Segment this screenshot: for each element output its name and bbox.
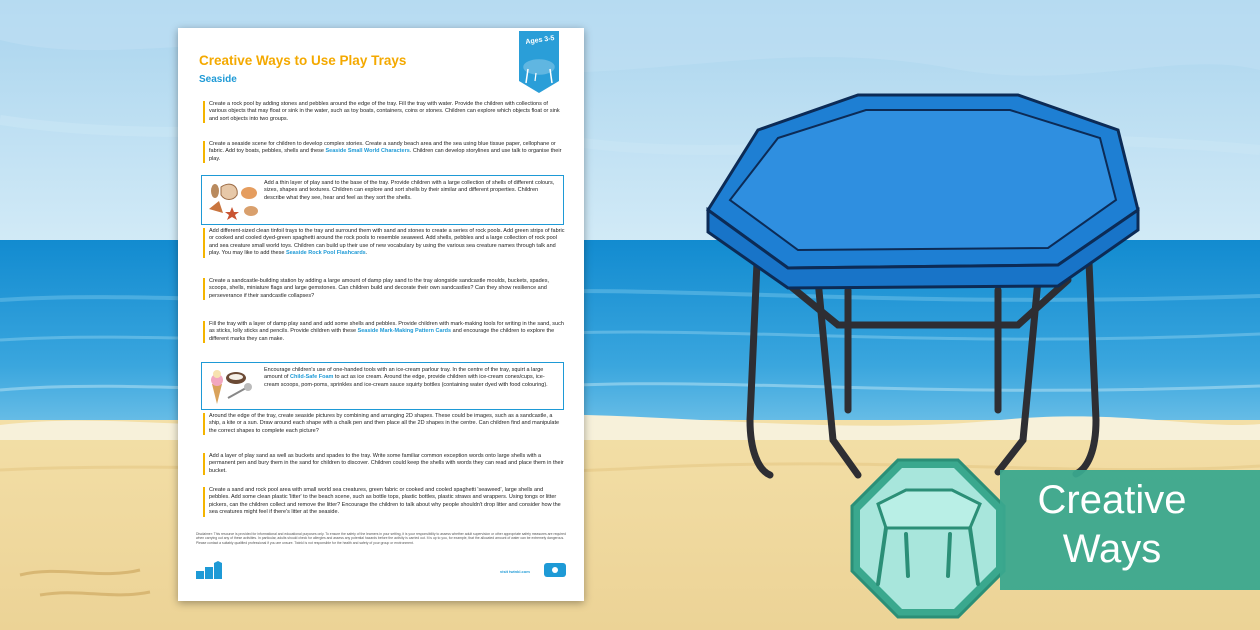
paragraph-mark-making <box>203 321 565 343</box>
activity-document <box>178 28 584 601</box>
paragraph-text: Encourage children's use of one-handed tools with an ice-cream parlour tray. In the centre of the tray, squirt a large amount of <box>264 367 544 381</box>
paragraph-rock-pools-series <box>203 228 565 258</box>
paragraph-seaside-scene <box>203 141 565 163</box>
play-tray-illustration <box>698 90 1148 490</box>
document-subtitle: Seaside <box>199 74 237 85</box>
paragraph-text: to act as ice cream. Around the edge, provide children with ice-cream cones/cups, ice-cream scoops, pom-poms, sprinkles and ice-cream sauce squirty bottles (containing water dyed with food colouring). <box>264 374 548 388</box>
document-title: Creative Ways to Use Play Trays <box>199 53 407 68</box>
ice-cream-activity-box <box>201 362 564 410</box>
paragraph-rock-pool <box>203 101 565 123</box>
paragraph-litter <box>203 487 565 517</box>
paragraph-exception-words <box>203 453 565 475</box>
paragraph-text: Create a sand and rock pool area with small world sea creatures, green fabric or cooked and cooled spaghetti 'seaweed', large shells and pebbles. Add some clean plastic 'litter' to the beach scene, such as bottle tops, plastic bottles, plastic straws and wrappers. Using tongs or litter pickers, can the children collect and remove the litter? Encourage the children to talk about why people shouldn't drop litter and consider how the sea creatures might feel if there's litter at the seaside. <box>209 487 561 516</box>
paragraph-text: Add a layer of play sand as well as buckets and spades to the tray. Write some familiar common exception words onto large shells with a permanent pen and bury them in the sand for children to discover. Children could keep the shells with words they can read and place them in their bucket. <box>209 453 564 474</box>
paragraph-2d-shapes <box>203 413 565 435</box>
paragraph-text: Fill the tray with a layer of damp play sand and add some shells and pebbles. Provide children with mark-making tools for writing in the sand, such as sticks, lolly sticks and pencils. Provide children with these <box>209 321 564 335</box>
banner-line-2: Ways <box>1062 527 1162 571</box>
paragraph-text: Around the edge of the tray, create seaside pictures by combining and arranging 2D shapes. These could be images, such as a sandcastle, a ship, a kite or a sun. Draw around each shape with a chalk pen and then place all the 2D shapes in the centre. Can children find and manipulate the correct shapes to complete each picture? <box>209 413 560 434</box>
shells-icon <box>205 179 263 223</box>
link-seaside-mark-making-pattern-cards[interactable]: Seaside Mark-Making Pattern Cards <box>357 328 452 335</box>
twinkl-logo-icon <box>544 563 566 577</box>
age-badge-text: Ages 3-5 <box>525 35 555 46</box>
paragraph-text: Create a seaside scene for children to develop complex stories. Create a sandy beach area and the sea using blue tissue paper, cellophane or fabric. Add toy boats, pebbles, shells and these <box>209 141 556 155</box>
banner-line-1: Creative <box>1037 478 1187 522</box>
paragraph-text: Add different-sized clean tinfoil trays to the tray and surround them with sand and stones to create a series of rock pools. Add green strips of fabric or cooked and cooled dyed-green spaghetti around the rock pools to resemble seaweed. Add shells, pebbles and a large collection of rock pool and sea creature small world toys. Children can build up their use of new vocabulary by using the various sea creature names through talk and play. You may like to add these <box>209 228 565 257</box>
shells-activity-text: Add a thin layer of play sand to the base of the tray. Provide children with a large collection of shells of different colours, sizes, shapes and textures. Children can explore and sort shells by their similar and different properties. Children describe what they see, hear and feel as they sort the shells. <box>264 180 555 201</box>
disclaimer: Disclaimer: This resource is provided for informational and educational purposes only. To ensure the safety of the learners in your setting, it is your responsibility to assess whether adult supervision or other appropriate safety measures are required when carrying out any of these activities. In particular, adults should check for allergies and assess any potential hazards before the activity is carried out. It is up to you, for example, that the allocated amount of water can be extremely dangerous. Please contact a suitably qualified professional if you are unsure. Twinkl is not responsible for the health and safety of your group or environment. <box>196 532 566 545</box>
link-child-safe-foam[interactable]: Child-Safe Foam <box>290 374 334 381</box>
shells-activity-box <box>201 175 564 225</box>
paragraph-text: Create a rock pool by adding stones and pebbles around the edge of the tray. Fill the tray with water. Provide the children with collections of various objects that may float or sink in the water, such as toy boats, containers, coins or stones. Children can explore which objects float or sink and sort objects into two groups. <box>209 101 560 122</box>
footer-url[interactable]: visit twinkl.com <box>500 569 530 574</box>
paragraph-sandcastle-station <box>203 278 565 300</box>
twinkl-blocks-icon <box>196 561 226 579</box>
link-seaside-small-world-characters[interactable]: Seaside Small World Characters <box>325 148 410 155</box>
paragraph-text: . Children can develop storylines and use talk to organise their play. <box>209 148 562 162</box>
paragraph-text: and encourage the children to explore the different marks they can make. <box>209 328 555 342</box>
link-seaside-rock-pool-flashcards[interactable]: Seaside Rock Pool Flashcards <box>285 250 366 257</box>
paragraph-text: . <box>365 250 368 257</box>
ice-cream-icon <box>206 366 260 408</box>
paragraph-text: Create a sandcastle-building station by adding a large amount of damp play sand to the tray alongside sandcastle moulds, buckets, spades, scoops, shells, miniature flags and large gemstones. Can children build and decorate their own sandcastles? Can they show resilience and perseverance if their sandcastle collapses? <box>209 278 549 299</box>
tray-badge-icon <box>848 456 1008 621</box>
ice-cream-activity-text <box>264 367 559 389</box>
